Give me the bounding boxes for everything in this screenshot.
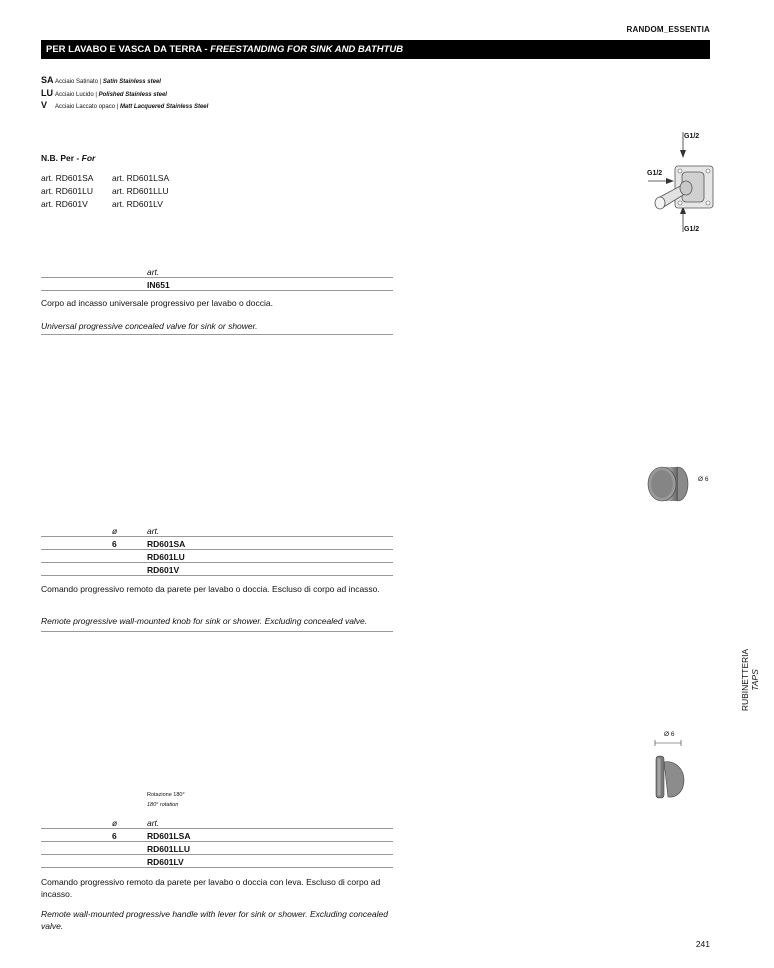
art-header: art. xyxy=(147,267,160,277)
product-desc-en: Remote wall-mounted progressive handle with lever for sink or shower. Excluding concealed valve. xyxy=(41,909,388,931)
table-rule xyxy=(41,334,393,335)
lever-dimension: Ø 6 xyxy=(664,731,675,738)
banner-title-en: FREESTANDING FOR SINK AND BATHTUB xyxy=(210,44,404,55)
article-code: RD601LV xyxy=(147,857,184,867)
table-rule xyxy=(41,536,393,537)
side-category-label xyxy=(738,645,762,715)
finish-v: V Acciaio Laccato opaco | Matt Lacquered Stainless Steel xyxy=(41,100,209,110)
dia-header: ø xyxy=(112,526,118,536)
nb-row: art. RD601V art. RD601LV xyxy=(41,199,163,209)
section-banner xyxy=(41,40,710,59)
finish-lu: LU Acciaio Lucido | Polished Stainless steel xyxy=(41,88,167,98)
article-code: RD601LLU xyxy=(147,844,190,854)
table-rule xyxy=(41,290,393,291)
finish-sa: SAAcciaio Satinato | Satin Stainless steel xyxy=(41,75,161,85)
dim-left: G1/2 xyxy=(647,170,663,177)
table-rule xyxy=(41,867,393,868)
art-header: art. xyxy=(147,526,160,536)
nb-title: N.B. Per - For xyxy=(41,153,96,163)
knob-dimension: Ø 6 xyxy=(698,476,709,483)
table-rule xyxy=(41,841,393,842)
brand-name: RANDOM_ESSENTIA xyxy=(626,25,710,34)
dia-header: ø xyxy=(112,818,118,828)
table-rule xyxy=(41,631,393,632)
banner-title-it: PER LAVABO E VASCA DA TERRA - xyxy=(46,44,211,55)
rotation-note-en: 180° rotation xyxy=(147,802,179,808)
product-desc-it: Comando progressivo remoto da parete per lavabo o doccia con leva. Escluso di corpo ad incasso. xyxy=(41,877,381,899)
table-rule xyxy=(41,277,393,278)
table-rule xyxy=(41,562,393,563)
article-code: RD601LU xyxy=(147,552,185,562)
table-rule xyxy=(41,854,393,855)
table-rule xyxy=(41,549,393,550)
side-label-it: RUBINETTERIA xyxy=(740,648,750,712)
side-label-en: TAPS xyxy=(750,669,760,691)
art-header: art. xyxy=(147,818,160,828)
page-number: 241 xyxy=(695,939,710,949)
product-desc-en: Remote progressive wall-mounted knob for sink or shower. Excluding concealed valve. xyxy=(41,616,368,626)
product-desc-it: Corpo ad incasso universale progressivo per lavabo o doccia. xyxy=(41,298,273,308)
dim-top: G1/2 xyxy=(684,133,700,140)
article-code: RD601V xyxy=(147,565,180,575)
concealed-valve-drawing xyxy=(630,128,720,238)
nb-row: art. RD601SA art. RD601LSA xyxy=(41,173,170,183)
knob-drawing xyxy=(640,458,696,508)
product-desc-it: Comando progressivo remoto da parete per lavabo o doccia. Escluso di corpo ad incasso. xyxy=(41,584,380,594)
rotation-note-it: Rotazione 180° xyxy=(147,792,185,798)
article-code: RD601LSA xyxy=(147,831,191,841)
dia-value: 6 xyxy=(112,831,117,841)
nb-row: art. RD601LU art. RD601LLU xyxy=(41,186,169,196)
product-desc-en: Universal progressive concealed valve for sink or shower. xyxy=(41,321,258,331)
table-rule xyxy=(41,575,393,576)
dim-bottom: G1/2 xyxy=(684,226,700,233)
table-rule xyxy=(41,828,393,829)
article-code: IN651 xyxy=(147,280,170,290)
dia-value: 6 xyxy=(112,539,117,549)
article-code: RD601SA xyxy=(147,539,186,549)
lever-handle-drawing xyxy=(650,740,690,802)
